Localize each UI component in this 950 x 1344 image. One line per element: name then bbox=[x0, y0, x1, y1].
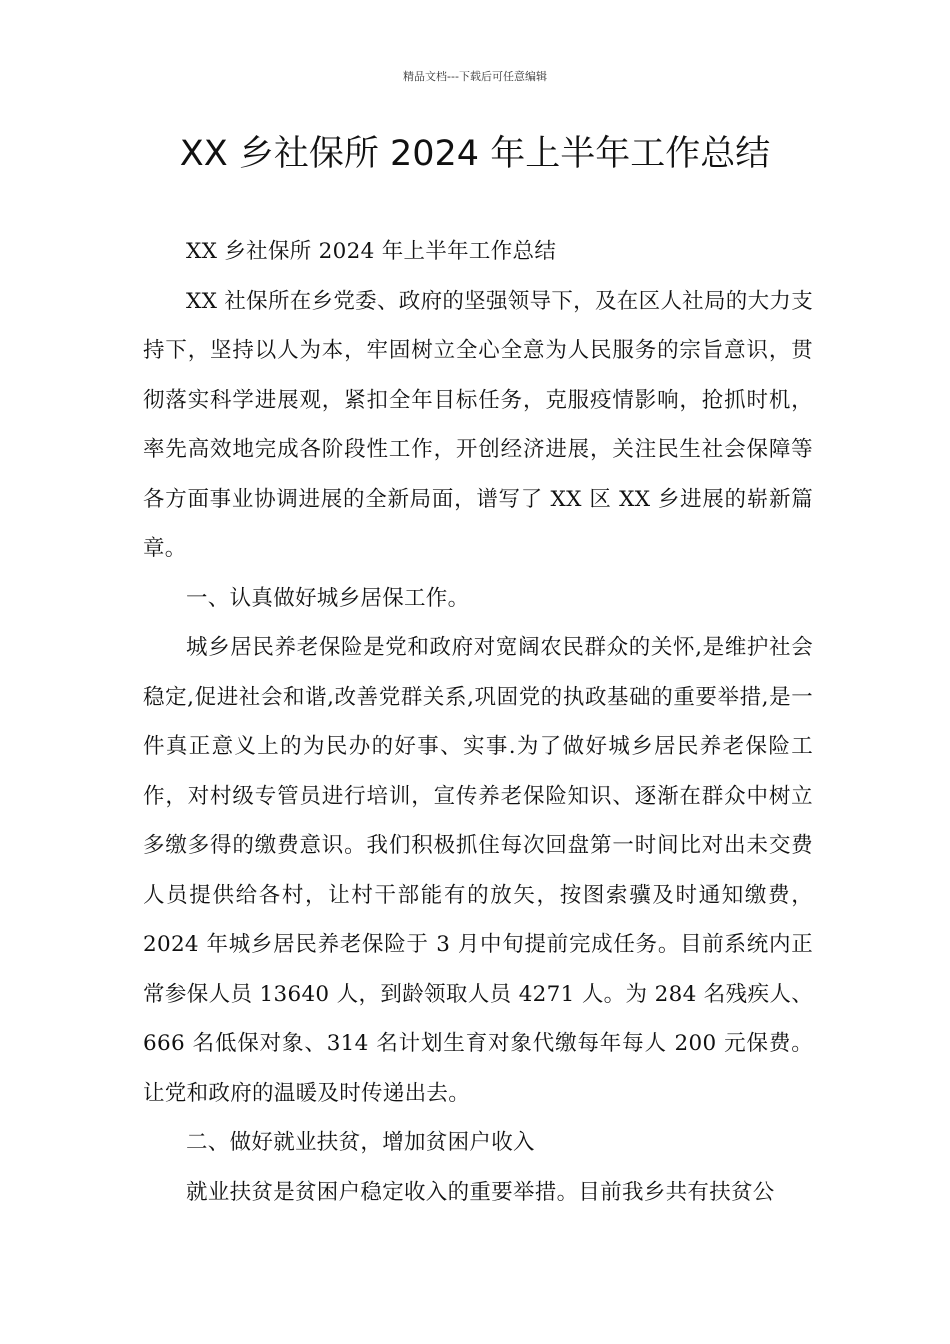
document-title: XX 乡社保所 2024 年上半年工作总结 bbox=[179, 134, 771, 174]
paragraph-intro: XX 社保所在乡党委、政府的坚强领导下，及在区人社局的大力支持下，坚持以人为本，牢固树立全心全意为人民服务的宗旨意识，贯彻落实科学进展观，紧扣全年目标任务，克服疫情影响，抢抓时机，率先高效地完成各阶段性工作，开创经济进展，关注民生社会保障等各方面事业协调进展的全新局面，谱写了 XX 区 XX 乡进展的崭新篇章。 bbox=[143, 288, 813, 561]
paragraph-section-1: 城乡居民养老保险是党和政府对宽阔农民群众的关怀,是维护社会稳定,促进社会和谐,改善党群关系,巩固党的执政基础的重要举措,是一件真正意义上的为民办的好事、实事.为了做好城乡居民养老保险工作，对村级专管员进行培训，宣传养老保险知识、逐渐在群众中树立多缴多得的缴费意识。我们积极抓住每次回盘第一时间比对出未交费人员提供给各村，让村干部能有的放矢，按图索骥及时通知缴费，2024 年城乡居民养老保险于 3 月中旬提前完成任务。目前系统内正常参保人员 13640 人，到龄领取人员 4271 人。为 284 名残疾人、666 名低保对象、314 名计划生育对象代缴每年每人 200 元保费。让党和政府的温暖及时传递出去。 bbox=[143, 635, 813, 1106]
paragraph-subtitle: XX 乡社保所 2024 年上半年工作总结 bbox=[186, 239, 557, 264]
section-heading-2: 二、做好就业扶贫，增加贫困户收入 bbox=[186, 1130, 535, 1155]
page-header-note: 精品文档---下载后可任意编辑 bbox=[403, 70, 547, 83]
document-body bbox=[143, 227, 813, 1217]
paragraph-section-2: 就业扶贫是贫困户稳定收入的重要举措。目前我乡共有扶贫公 bbox=[186, 1179, 775, 1205]
section-heading-1: 一、认真做好城乡居保工作。 bbox=[186, 585, 470, 611]
